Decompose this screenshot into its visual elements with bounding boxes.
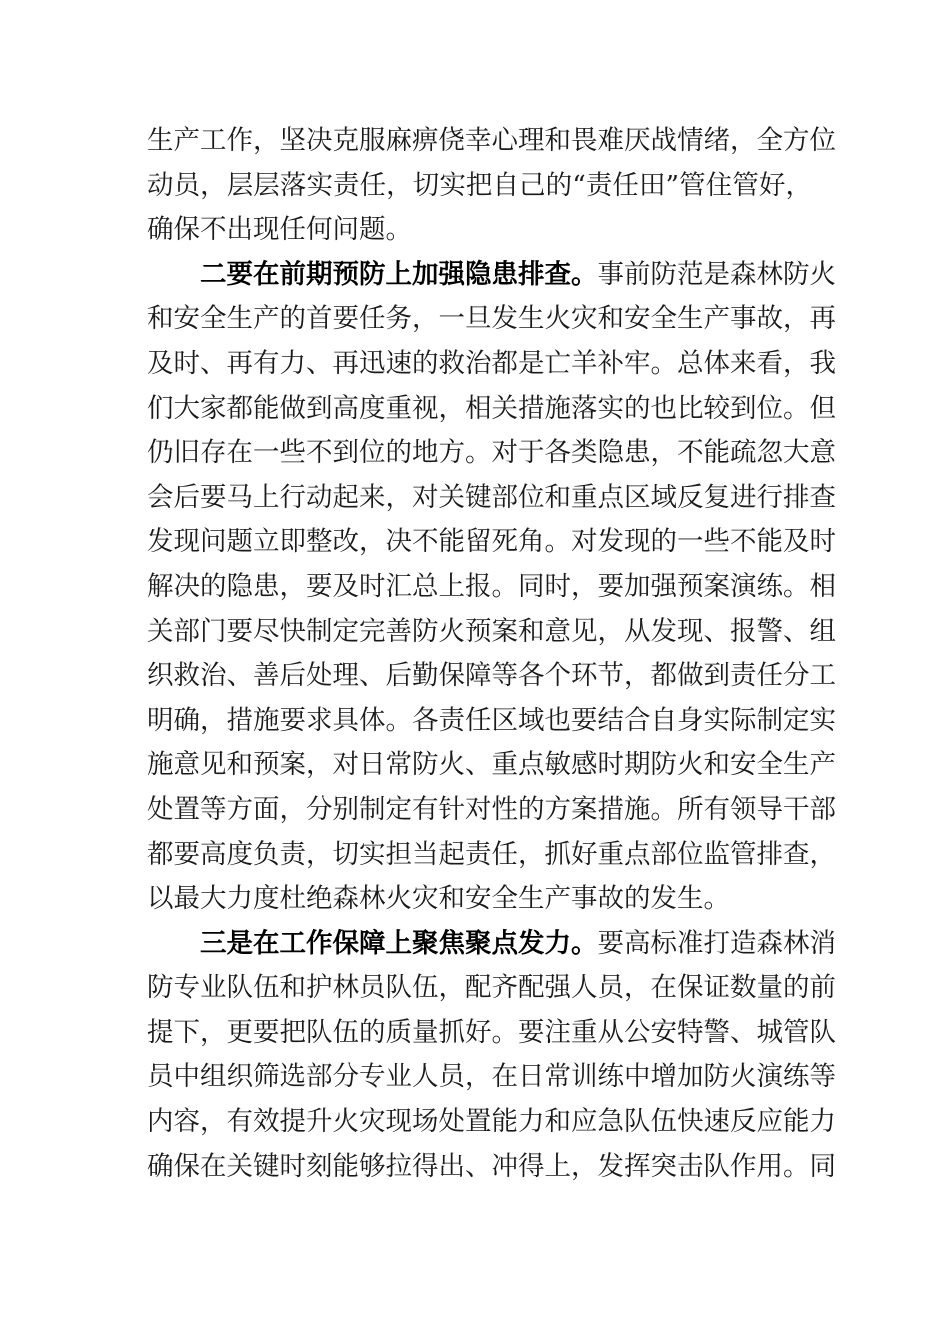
paragraph-heading: 三是在工作保障上聚焦聚点发力。 (200, 927, 598, 959)
text-line: 施意见和预案，对日常防火、重点敏感时期防火和安全生产 (147, 749, 836, 781)
text-line: 都要高度负责，切实担当起责任，抓好重点部位监管排查， (147, 838, 836, 870)
paragraph-3 (147, 922, 836, 1190)
paragraph-first-line (147, 253, 836, 298)
paragraph-first-line (147, 922, 836, 967)
text-line: 确保不出现任何问题。 (147, 214, 412, 246)
text-line: 以最大力度杜绝森林火灾和安全生产事故的发生。 (147, 883, 730, 915)
paragraph-1 (147, 119, 836, 253)
text-line: 织救治、善后处理、后勤保障等各个环节，都做到责任分工 (147, 660, 836, 692)
text-line: 生产工作，坚决克服麻痹侥幸心理和畏难厌战情绪，全方位 (147, 125, 836, 156)
document-body (147, 119, 836, 1189)
paragraph-2 (147, 253, 836, 922)
text-line: 和安全生产的首要任务，一旦发生火灾和安全生产事故，再 (147, 303, 836, 335)
text-run: 要高标准打造森林消 (597, 927, 836, 959)
paragraph-heading: 二要在前期预防上加强隐患排查。 (200, 258, 598, 290)
text-line: 关部门要尽快制定完善防火预案和意见，从发现、报警、组 (147, 615, 836, 647)
text-line: 内容，有效提升火灾现场处置能力和应急队伍快速反应能力 (147, 1106, 836, 1138)
text-line: 及时、再有力、再迅速的救治都是亡羊补牢。总体来看，我 (147, 347, 836, 379)
text-line: 防专业队伍和护林员队伍，配齐配强人员，在保证数量的前 (147, 972, 836, 1004)
text-line: 们大家都能做到高度重视，相关措施落实的也比较到位。但 (147, 392, 836, 424)
text-line: 会后要马上行动起来，对关键部位和重点区域反复进行排查 (147, 481, 836, 513)
text-run: 事前防范是森林防火 (597, 258, 836, 290)
text-line: 明确，措施要求具体。各责任区域也要结合自身实际制定实 (147, 704, 836, 736)
text-line: 确保在关键时刻能够拉得出、冲得上，发挥突击队作用。同 (147, 1150, 836, 1182)
text-line: 动员，层层落实责任，切实把自己的“责任田”管住管好， (147, 169, 812, 201)
text-line: 处置等方面，分别制定有针对性的方案措施。所有领导干部 (147, 793, 836, 825)
text-line: 提下，更要把队伍的质量抓好。要注重从公安特警、城管队 (147, 1016, 836, 1048)
text-line: 员中组织筛选部分专业人员，在日常训练中增加防火演练等 (147, 1061, 836, 1093)
text-line: 仍旧存在一些不到位的地方。对于各类隐患，不能疏忽大意 (147, 437, 836, 469)
text-line: 解决的隐患，要及时汇总上报。同时，要加强预案演练。相 (147, 570, 836, 602)
text-line: 发现问题立即整改，决不能留死角。对发现的一些不能及时 (147, 526, 836, 558)
